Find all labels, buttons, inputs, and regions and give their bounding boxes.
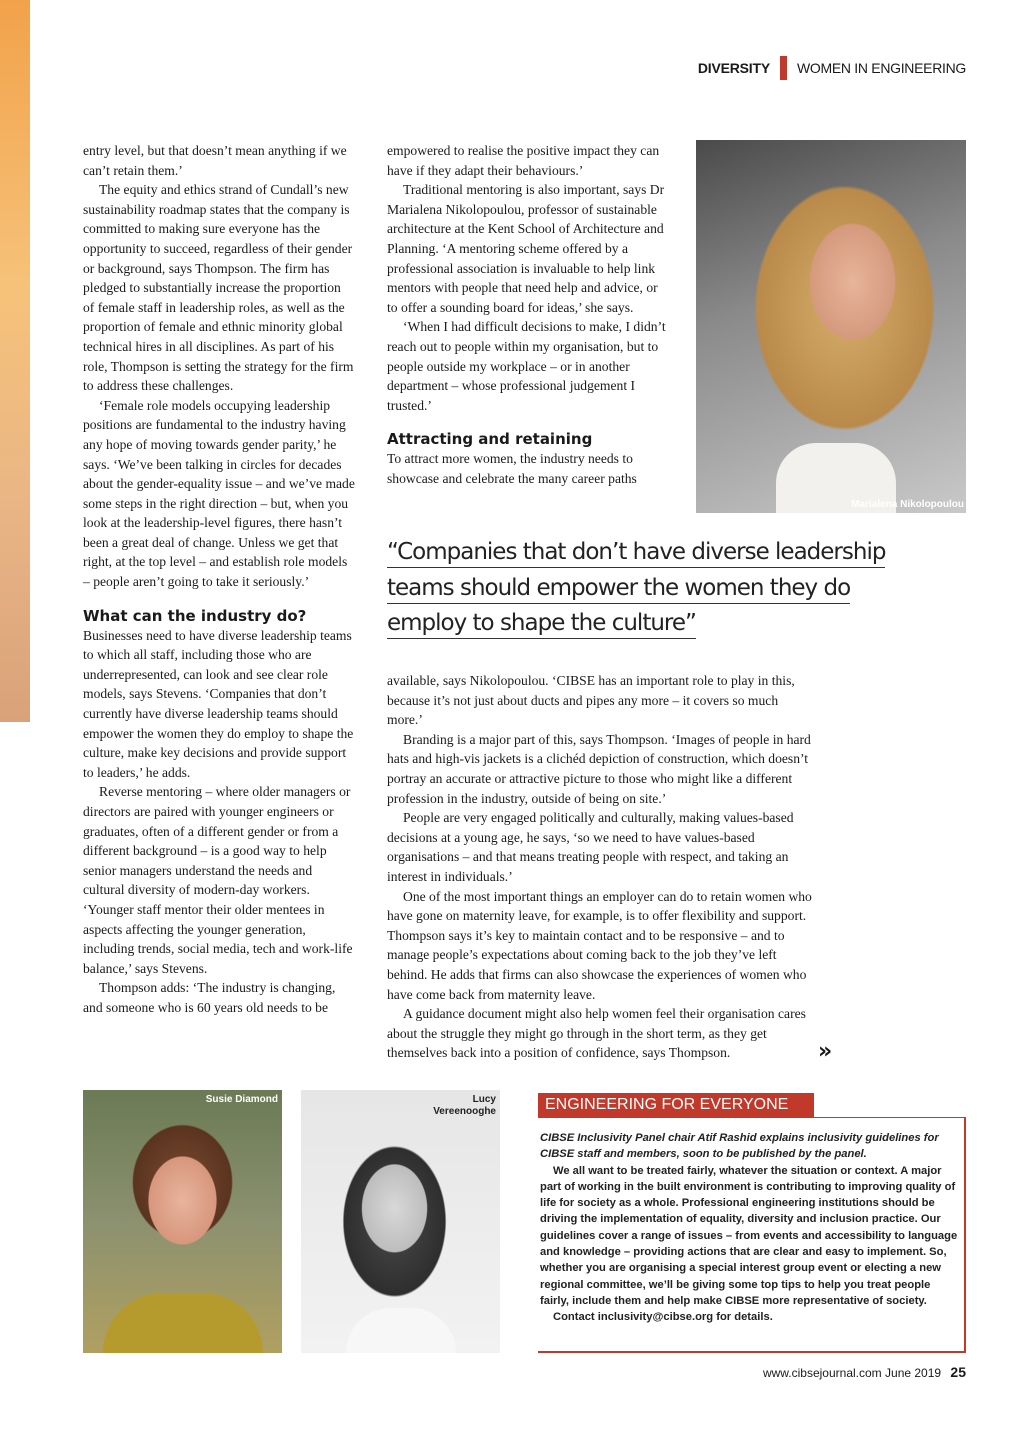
paragraph: To attract more women, the industry needs to showcase and celebrate the many career paths xyxy=(387,451,637,486)
paragraph: One of the most important things an employer can do to retain women who have gone on maternity leave, for example, is to offer flexibility and support. Thompson says it’s key to maintain contact and to be responsive – and to manage people’s expectations about coming back to the job they’ve left behind. He adds that firms can also showcase the experiences of women who have come back from maternity leave. xyxy=(387,888,812,1002)
quote-line: teams should empower the women they do xyxy=(387,575,850,604)
photo-caption: Lucy Vereenooghe xyxy=(433,1094,496,1117)
subheading: What can the industry do? xyxy=(83,606,307,625)
section-label: DIVERSITY xyxy=(697,60,770,76)
footer-site: www.cibsejournal.com xyxy=(762,1366,882,1380)
section-divider xyxy=(780,56,787,80)
page-footer xyxy=(763,1364,966,1380)
paragraph: Businesses need to have diverse leadership teams to which all staff, including those who are underrepresented, can look and see clear role models, says Stevens. ‘Companies that don’t currently have diverse leadership teams should empower the women they do employ to shape the culture, make key decisions and provide support to leaders,’ he adds. xyxy=(83,627,354,780)
footer-date: June 2019 xyxy=(885,1366,942,1380)
pull-quote xyxy=(387,535,897,642)
box-paragraph: We all want to be treated fairly, whatever the situation or context. A major part of working in the built environment is contributing to improving quality of life for society as a whole. Professional engineering institutions should be driving the implementation of equality, diversity and inclusion practice. Our guidelines cover a range of issues – from events and accessibility to language and knowledge – providing actions that are clear and easy to implement. So, whether you are organising a special interest group event or electing a new regional committee, we’ll be giving some top tips to help you treat people fairly, include them and help make CIBSE more representative of society. xyxy=(540,1164,958,1307)
photo-caption: Marialena Nikolopoulou xyxy=(851,499,964,510)
edge-image xyxy=(0,0,30,722)
paragraph: Reverse mentoring – where older managers or directors are paired with younger engineers or graduates, often of a different gender or from a different background – is a good way to help senior managers understand the needs and cultural diversity of modern-day workers. ‘Younger staff mentor their older mentees in aspects affecting the younger generation, including trends, social media, tech and work-life balance,’ says Stevens. xyxy=(83,784,353,976)
box-intro: CIBSE Inclusivity Panel chair Atif Rashid explains inclusivity guidelines for CIBSE staff and members, soon to be published by the panel. xyxy=(540,1132,939,1161)
paragraph: available, says Nikolopoulou. ‘CIBSE has an important role to play in this, because it’s not just about ducts and pipes any more – it covers so much more.’ xyxy=(387,673,795,728)
section-header xyxy=(698,56,966,80)
contact-email-link[interactable]: inclusivity@cibse.org xyxy=(597,1311,714,1324)
contact-suffix: for details. xyxy=(713,1311,773,1324)
quote-line: employ to shape the culture” xyxy=(387,610,696,639)
column-3 xyxy=(387,671,815,1063)
contact-prefix: Contact xyxy=(553,1311,598,1324)
page-number: 25 xyxy=(950,1364,966,1380)
photo-caption: Susie Diamond xyxy=(205,1094,278,1105)
box-title: ENGINEERING FOR EVERYONE xyxy=(538,1093,814,1118)
continue-icon: » xyxy=(818,1039,833,1064)
column-1 xyxy=(83,141,355,1018)
photo-clothing xyxy=(103,1293,263,1353)
paragraph: Traditional mentoring is also important, says Dr Marialena Nikolopoulou, professor of sustainable architecture at the Kent School of Architecture and Planning. ‘A mentoring scheme offered by a professional association is invaluable to help link mentors with people that need help and advice, or to offer a sounding board for ideas,’ she says. xyxy=(387,182,665,315)
paragraph: entry level, but that doesn’t mean anything if we can’t retain them.’ xyxy=(83,143,347,178)
paragraph: Branding is a major part of this, says Thompson. ‘Images of people in hard hats and high-vis jackets is a clichéd depiction of construction, which doesn’t portray an accurate or attractive picture to those who might like a different profession in the industry, outside of being on site.’ xyxy=(387,731,811,806)
photo-susie-diamond xyxy=(83,1090,282,1353)
paragraph: Thompson adds: ‘The industry is changing, and someone who is 60 years old needs to be xyxy=(83,980,336,1015)
subsection-label: WOMEN IN ENGINEERING xyxy=(796,60,966,76)
box-contact xyxy=(540,1309,960,1325)
column-2 xyxy=(387,141,669,489)
paragraph: The equity and ethics strand of Cundall’s new sustainability roadmap states that the company is committed to making sure everyone has the opportunity to succeed, regardless of their gender or background, says Thompson. The firm has pledged to substantially increase the proportion of female staff in leadership roles, as well as the proportion of female and ethnic minority global technical hires in all disciplines. As part of his role, Thompson is setting the strategy for the firm to address these challenges. xyxy=(83,182,354,394)
box-body xyxy=(540,1130,960,1326)
photo-lucy-vereenooghe xyxy=(301,1090,500,1353)
paragraph: A guidance document might also help women feel their organisation cares about the struggle they might go through in the short term, as they get themselves back into a position of confidence, says Thompson. xyxy=(387,1006,806,1061)
paragraph: ‘Female role models occupying leadership positions are fundamental to the industry having any hope of moving towards gender parity,’ he says. ‘We’ve been talking in circles for decades about the gender-equality issue – and we’ve made some steps in the right direction – but, when you look at the leadership-level figures, there hasn’t been a great deal of change. Unless we get that right, at the top level – and establish role models – people aren’t going to take it seriously.’ xyxy=(83,397,355,590)
subheading: Attracting and retaining xyxy=(387,430,593,449)
paragraph: People are very engaged politically and culturally, making values-based decisions at a young age, he says, ‘so we need to have values-based organisations – and that means treating people with respect, and taking an interest in individuals.’ xyxy=(387,810,794,884)
photo-clothing xyxy=(346,1308,456,1353)
paragraph: empowered to realise the positive impact they can have if they adapt their behaviours.’ xyxy=(387,143,660,178)
paragraph: ‘When I had difficult decisions to make, I didn’t reach out to people within my organisation, but to people outside my workplace – or in another department – whose professional judgement I trusted.’ xyxy=(387,319,666,413)
quote-line: “Companies that don’t have diverse leadership xyxy=(387,539,885,568)
photo-marialena-nikolopoulou xyxy=(696,140,966,513)
